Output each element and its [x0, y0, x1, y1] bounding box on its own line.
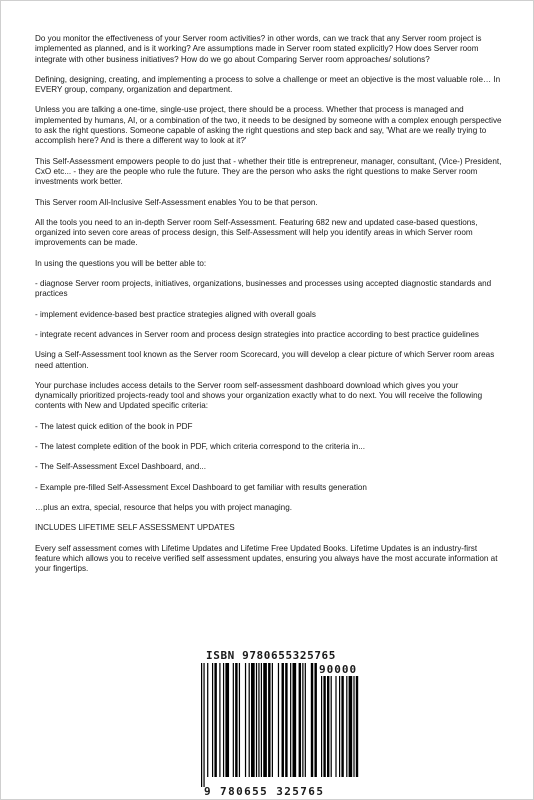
paragraph-lifetime-updates: Every self assessment comes with Lifetime Updates and Lifetime Free Updated Books. Lifetime Updates is an industry-first feature which allows you to receive verified self assessment updates, ensuring you always have the most accurate information at your fingertips. [35, 543, 498, 574]
price-code: 90000 [319, 663, 358, 676]
bullet-quick-edition: - The latest quick edition of the book in PDF [35, 421, 193, 431]
paragraph-purchase: Your purchase includes access details to the Server room self-assessment dashboard download which gives you your dynamically prioritized projects-ready tool and shows your organization exactly what to do next. You will receive the following contents with New and Updated specific criteria: [35, 380, 483, 411]
price-barcode-bars [321, 676, 361, 787]
bullet-prefilled-dashboard: - Example pre-filled Self-Assessment Excel Dashboard to get familiar with results generation [35, 482, 367, 492]
isbn-label: ISBN 9780655325765 [206, 649, 337, 662]
paragraph-extra-resource: …plus an extra, special, resource that helps you with project managing. [35, 502, 292, 512]
isbn-digits: 9 780655 325765 [204, 785, 325, 798]
paragraph-using-questions: In using the questions you will be better able to: [35, 258, 207, 268]
bullet-implement: - implement evidence-based best practice strategies aligned with overall goals [35, 309, 316, 319]
paragraph-enables: This Server room All-Inclusive Self-Assessment enables You to be that person. [35, 197, 318, 207]
bullet-complete-edition: - The latest complete edition of the book in PDF, which criteria correspond to the criteria in... [35, 442, 365, 452]
bullet-diagnose: - diagnose Server room projects, initiatives, organizations, businesses and processes using accepted diagnostic standards and practices [35, 279, 492, 299]
bullet-excel-dashboard: - The Self-Assessment Excel Dashboard, and... [35, 462, 207, 472]
paragraph-scorecard: Using a Self-Assessment tool known as the Server room Scorecard, you will develop a clear picture of which Server room areas need attention. [35, 350, 495, 370]
paragraph-valuable-role: Defining, designing, creating, and implementing a process to solve a challenge or meet an objective is the most valuable role… In EVERY group, company, organization and department. [35, 74, 501, 95]
barcode-bars [201, 663, 317, 787]
paragraph-process: Unless you are talking a one-time, single-use project, there should be a process. Whether that process is managed and implemented by humans, AI, or a combination of the two, it needs to be designed by someone with a complex enough perspective to ask the right questions. Someone capable of asking the right questions and step back and say, 'What are we really trying to accomplish here? And is there a different way to look at it?' [35, 105, 502, 146]
paragraph-tools: All the tools you need to an in-depth Server room Self-Assessment. Featuring 682 new and updated case-based questions, organized into seven core areas of process design, this Self-Assessment will help you identify areas in which Server room improvements can be made. [35, 217, 478, 248]
bullet-integrate: - integrate recent advances in Server room and process design strategies into practice according to best practice guidelines [35, 329, 479, 339]
paragraph-intro-questions: Do you monitor the effectiveness of your Server room activities? in other words, can we track that any Server room project is implemented as planned, and is it working? Are assumptions made in Server room stated explicitly? How does Server room integrate with other business initiatives? How do we go about Comparing Server room approaches/ solutions? [35, 34, 482, 64]
paragraph-lifetime-heading: INCLUDES LIFETIME SELF ASSESSMENT UPDATES [35, 523, 235, 533]
description-text [35, 34, 503, 584]
paragraph-empowers: This Self-Assessment empowers people to do just that - whether their title is entrepreneur, manager, consultant, (Vice-) President, CxO etc... - they are the people who rule the future. They are the person who asks the right questions to make Server room investments work better. [35, 156, 502, 187]
isbn-barcode [201, 649, 361, 799]
